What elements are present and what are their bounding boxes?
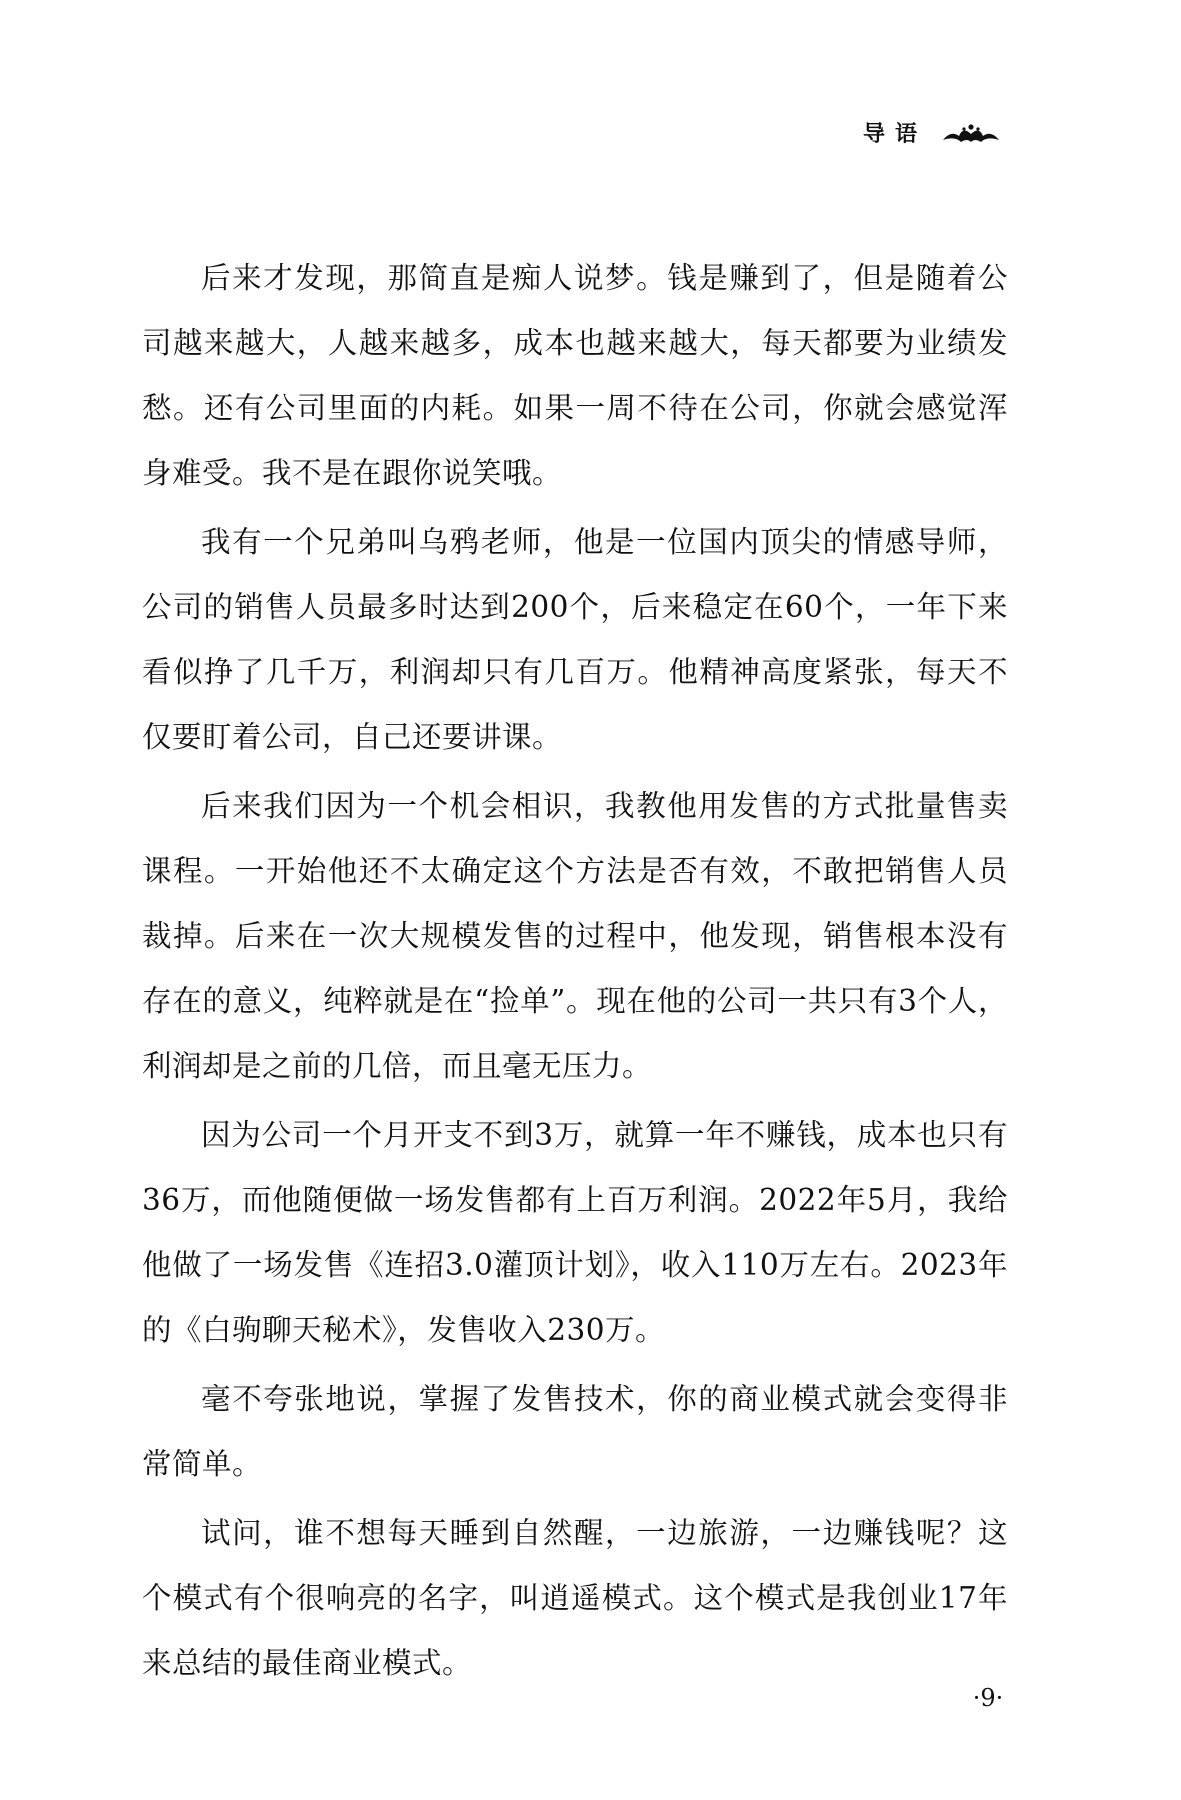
bird-ornament-icon [941, 120, 1001, 146]
running-header [863, 117, 1001, 148]
paragraph: 毫不夸张地说，掌握了发售技术，你的商业模式就会变得非常简单。 [142, 1382, 1008, 1481]
paragraph: 后来我们因为一个机会相识，我教他用发售的方式批量售卖课程。一开始他还不太确定这个方法是否有效，不敢把销售人员裁掉。后来在一次大规模发售的过程中，他发现，销售根本没有存在的意义，纯粹就是在“捡单”。现在他的公司一共只有3个人，利润却是之前的几倍，而且毫无压力。 [142, 789, 1008, 1083]
paragraph: 因为公司一个月开支不到3万，就算一年不赚钱，成本也只有36万，而他随便做一场发售都有上百万利润。2022年5月，我给他做了一场发售《连招3.0灌顶计划》，收入110万左右。2023年的《白驹聊天秘术》，发售收入230万。 [142, 1118, 1008, 1347]
page-number: ·9· [972, 1684, 1004, 1712]
chapter-title: 导语 [862, 122, 927, 147]
paragraph: 后来才发现，那简直是痴人说梦。钱是赚到了，但是随着公司越来越大，人越来越多，成本也越来越大，每天都要为业绩发愁。还有公司里面的内耗。如果一周不待在公司，你就会感觉浑身难受。我不是在跟你说笑哦。 [142, 261, 1008, 490]
paragraph: 试问，谁不想每天睡到自然醒，一边旅游，一边赚钱呢？这个模式有个很响亮的名字，叫逍遥模式。这个模式是我创业17年来总结的最佳商业模式。 [142, 1516, 1008, 1680]
body-text [142, 246, 1008, 1700]
paragraph: 我有一个兄弟叫乌鸦老师，他是一位国内顶尖的情感导师，公司的销售人员最多时达到200个，后来稳定在60个，一年下来看似挣了几千万，利润却只有几百万。他精神高度紧张，每天不仅要盯着公司，自己还要讲课。 [142, 525, 1008, 754]
